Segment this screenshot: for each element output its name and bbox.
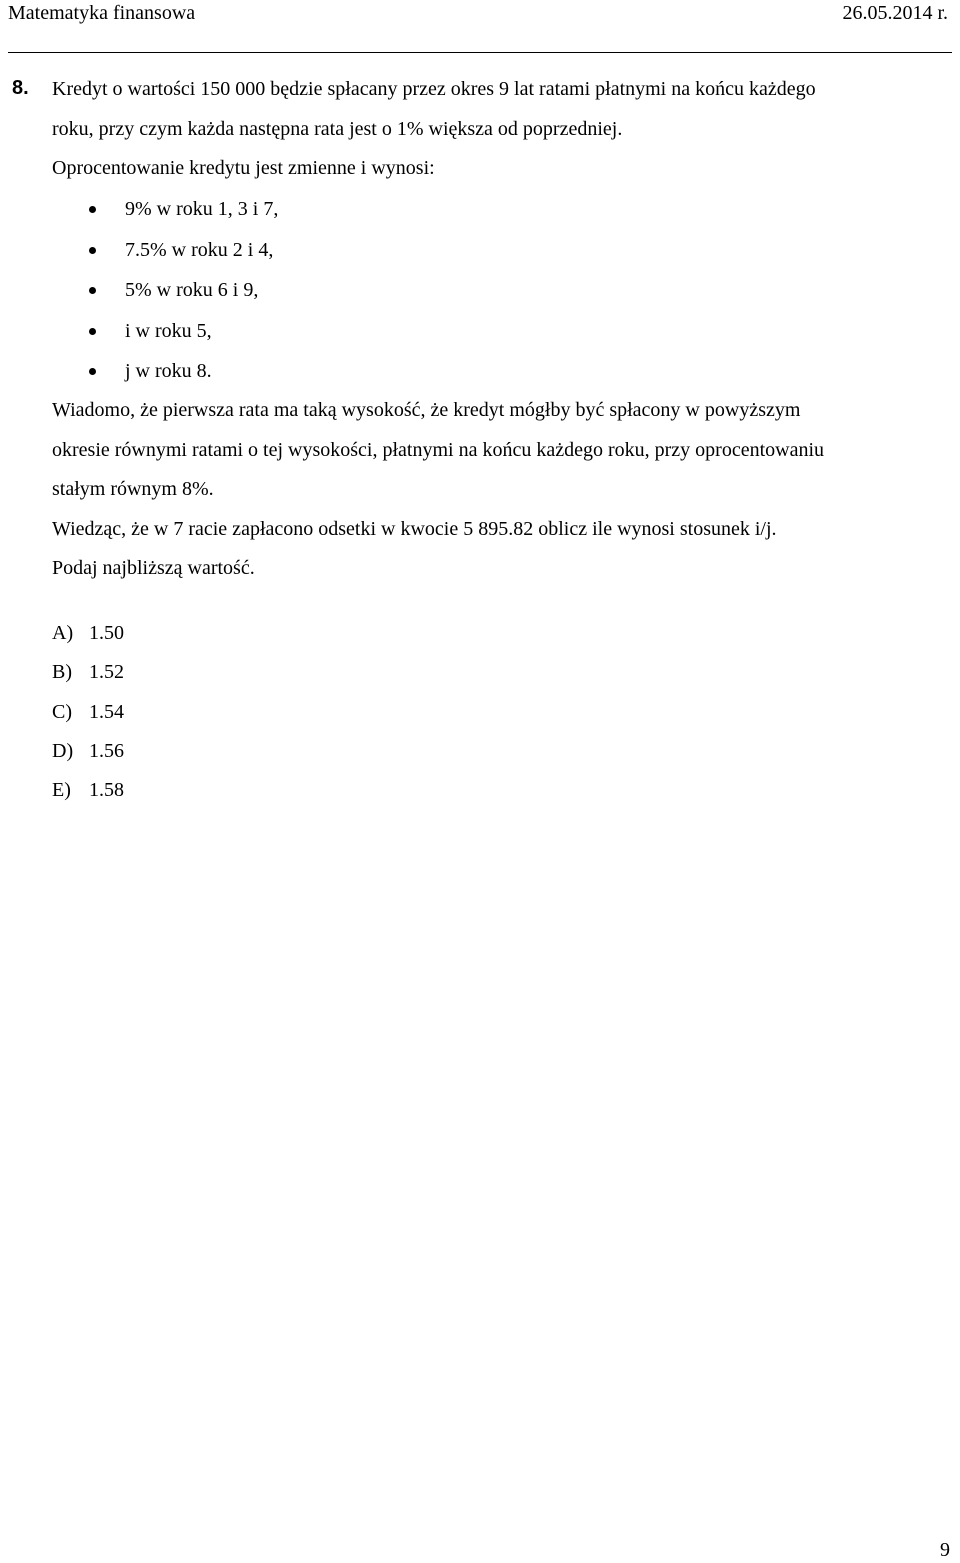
problem-intro-line-3: Oprocentowanie kredytu jest zmienne i wynosi: bbox=[52, 157, 435, 179]
answer-option-c bbox=[52, 693, 124, 732]
answer-letter: C) bbox=[52, 700, 72, 723]
bullet-icon bbox=[89, 368, 96, 375]
rate-text: j w roku 8. bbox=[125, 360, 212, 383]
problem-intro-line-1: Kredyt o wartości 150 000 będzie spłacany przez okres 9 lat ratami płatnymi na końcu każdego bbox=[52, 78, 816, 100]
answer-option-d bbox=[52, 732, 124, 771]
answer-letter: E) bbox=[52, 779, 71, 802]
document-title: Matematyka finansowa bbox=[8, 2, 196, 24]
bullet-icon bbox=[89, 247, 96, 254]
answer-option-a bbox=[52, 614, 124, 653]
page-header bbox=[8, 0, 952, 53]
bullet-icon bbox=[89, 328, 96, 335]
rate-text: i w roku 5, bbox=[125, 319, 212, 342]
list-item bbox=[0, 311, 500, 352]
bullet-icon bbox=[89, 287, 96, 294]
condition-line-1: Wiadomo, że pierwsza rata ma taką wysokość, że kredyt mógłby być spłacony w powyższym bbox=[52, 399, 801, 421]
answer-value: 1.54 bbox=[89, 700, 124, 723]
document-date: 26.05.2014 r. bbox=[842, 2, 948, 24]
problem-intro-line-2: roku, przy czym każda następna rata jest o 1% większa od poprzedniej. bbox=[52, 117, 623, 140]
interest-rates-list bbox=[0, 189, 500, 392]
answer-value: 1.52 bbox=[89, 661, 124, 684]
bullet-icon bbox=[89, 206, 96, 213]
rate-text: 5% w roku 6 i 9, bbox=[125, 279, 259, 302]
answer-options bbox=[52, 614, 124, 810]
list-item bbox=[0, 189, 500, 230]
answer-letter: B) bbox=[52, 661, 72, 684]
list-item bbox=[0, 351, 500, 392]
page-number: 9 bbox=[940, 1539, 950, 1561]
answer-letter: A) bbox=[52, 622, 74, 644]
answer-value: 1.50 bbox=[89, 622, 124, 644]
list-item bbox=[0, 230, 500, 271]
answer-option-b bbox=[52, 653, 124, 692]
condition-line-2: okresie równymi ratami o tej wysokości, płatnymi na końcu każdego roku, przy oprocentowaniu bbox=[52, 438, 825, 461]
condition-line-3: stałym równym 8%. bbox=[52, 478, 214, 500]
answer-letter: D) bbox=[52, 739, 74, 762]
answer-value: 1.58 bbox=[89, 779, 124, 802]
problem-number: 8. bbox=[12, 77, 29, 99]
answer-option-e bbox=[52, 771, 124, 810]
answer-value: 1.56 bbox=[89, 739, 124, 762]
question-line-1: Wiedząc, że w 7 racie zapłacono odsetki w kwocie 5 895.82 oblicz ile wynosi stosunek i/j. bbox=[52, 517, 777, 540]
question-line-2: Podaj najbliższą wartość. bbox=[52, 557, 255, 579]
rate-text: 7.5% w roku 2 i 4, bbox=[125, 238, 274, 261]
rate-text: 9% w roku 1, 3 i 7, bbox=[125, 198, 279, 220]
list-item bbox=[0, 270, 500, 311]
